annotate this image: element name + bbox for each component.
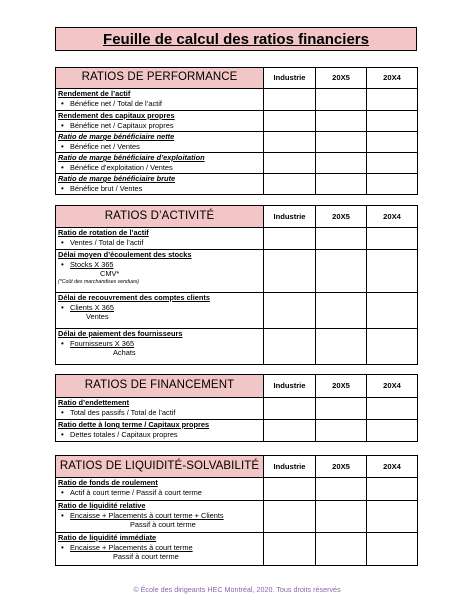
industry-cell[interactable] xyxy=(264,420,316,442)
footnote: (*Coût des marchandises vendues) xyxy=(58,278,140,285)
col-20x5: 20X5 xyxy=(316,68,367,89)
liquidity-heading: RATIOS DE LIQUIDITÉ-SOLVABILITÉ xyxy=(56,456,264,478)
20x5-cell[interactable] xyxy=(316,250,367,293)
ratio-name: Ratio de rotation de l’actif xyxy=(58,228,149,237)
col-20x4: 20X4 xyxy=(367,456,418,478)
20x5-cell[interactable] xyxy=(316,420,367,442)
page-title xyxy=(55,27,417,51)
20x5-cell[interactable] xyxy=(316,174,367,195)
industry-cell[interactable] xyxy=(264,250,316,293)
ratio-formula: • Bénéfice brut / Ventes xyxy=(58,184,261,194)
industry-cell[interactable] xyxy=(264,174,316,195)
col-20x5: 20X5 xyxy=(316,206,367,228)
col-industry: Industrie xyxy=(264,68,316,89)
col-20x4: 20X4 xyxy=(367,375,418,398)
ratio-name: Délai de paiement des fournisseurs xyxy=(58,329,183,338)
table-row xyxy=(56,174,418,195)
table-row xyxy=(56,420,418,442)
ratio-name: Ratio de marge bénéficiaire nette xyxy=(58,132,175,141)
ratio-denominator: Achats xyxy=(113,348,136,358)
ratio-name: Ratio d’endettement xyxy=(58,398,130,407)
industry-cell[interactable] xyxy=(264,293,316,329)
20x5-cell[interactable] xyxy=(316,153,367,174)
20x4-cell[interactable] xyxy=(367,398,418,420)
20x4-cell[interactable] xyxy=(367,478,418,501)
activity-table xyxy=(55,205,418,365)
ratio-numerator: Stocks X 365 xyxy=(70,259,114,269)
ratio-formula: • Total des passifs / Total de l’actif xyxy=(58,408,261,418)
col-20x5: 20X5 xyxy=(316,456,367,478)
20x4-cell[interactable] xyxy=(367,132,418,153)
page-title-text: Feuille de calcul des ratios financiers xyxy=(103,30,369,48)
industry-cell[interactable] xyxy=(264,132,316,153)
copyright-footer: © École des dirigeants HEC Montréal, 2020. Tous droits réservés xyxy=(133,585,341,594)
table-row xyxy=(56,533,418,566)
col-20x4: 20X4 xyxy=(367,68,418,89)
table-row xyxy=(56,398,418,420)
20x5-cell[interactable] xyxy=(316,533,367,566)
ratio-name: Ratio de marge bénéficiaire d’exploitation xyxy=(58,153,205,162)
ratio-formula: • Bénéfice d’exploitation / Ventes xyxy=(58,163,261,173)
ratio-numerator: Fournisseurs X 365 xyxy=(70,338,135,348)
col-industry: Industrie xyxy=(264,456,316,478)
financing-heading: RATIOS DE FINANCEMENT xyxy=(56,375,264,398)
20x4-cell[interactable] xyxy=(367,293,418,329)
ratio-formula: • Bénéfice net / Capitaux propres xyxy=(58,121,261,131)
20x5-cell[interactable] xyxy=(316,228,367,250)
table-row xyxy=(56,132,418,153)
col-20x5: 20X5 xyxy=(316,375,367,398)
liquidity-table xyxy=(55,455,418,566)
20x4-cell[interactable] xyxy=(367,533,418,566)
activity-heading: RATIOS D’ACTIVITÉ xyxy=(56,206,264,228)
performance-table xyxy=(55,67,418,195)
ratio-name: Rendement de l’actif xyxy=(58,89,131,98)
industry-cell[interactable] xyxy=(264,501,316,533)
20x5-cell[interactable] xyxy=(316,329,367,365)
col-industry: Industrie xyxy=(264,206,316,228)
20x4-cell[interactable] xyxy=(367,228,418,250)
table-row xyxy=(56,293,418,329)
20x4-cell[interactable] xyxy=(367,89,418,111)
table-row xyxy=(56,478,418,501)
ratio-name: Délai de recouvrement des comptes clients xyxy=(58,293,210,302)
ratio-name: Ratio de marge bénéficiaire brute xyxy=(58,174,176,183)
20x4-cell[interactable] xyxy=(367,501,418,533)
table-row xyxy=(56,153,418,174)
20x4-cell[interactable] xyxy=(367,250,418,293)
ratio-formula: • Bénéfice net / Total de l’actif xyxy=(58,99,261,109)
ratio-name: Rendement des capitaux propres xyxy=(58,111,175,120)
ratio-formula: • Ventes / Total de l’actif xyxy=(58,238,261,248)
industry-cell[interactable] xyxy=(264,398,316,420)
industry-cell[interactable] xyxy=(264,89,316,111)
ratio-denominator: Passif à court terme xyxy=(113,552,179,562)
20x4-cell[interactable] xyxy=(367,329,418,365)
industry-cell[interactable] xyxy=(264,478,316,501)
20x5-cell[interactable] xyxy=(316,398,367,420)
ratio-name: Délai moyen d’écoulement des stocks xyxy=(58,250,192,259)
ratio-formula: • Actif à court terme / Passif à court terme xyxy=(58,488,261,498)
20x4-cell[interactable] xyxy=(367,420,418,442)
ratio-name: Ratio de liquidité immédiate xyxy=(58,533,157,542)
table-row xyxy=(56,89,418,111)
col-20x4: 20X4 xyxy=(367,206,418,228)
20x5-cell[interactable] xyxy=(316,293,367,329)
ratio-formula: • Bénéfice net / Ventes xyxy=(58,142,261,152)
20x4-cell[interactable] xyxy=(367,111,418,132)
industry-cell[interactable] xyxy=(264,228,316,250)
financing-table xyxy=(55,374,418,442)
20x4-cell[interactable] xyxy=(367,153,418,174)
20x5-cell[interactable] xyxy=(316,478,367,501)
industry-cell[interactable] xyxy=(264,153,316,174)
table-row xyxy=(56,228,418,250)
ratio-numerator: Encaisse + Placements à court terme + Clients xyxy=(70,510,224,520)
ratio-denominator: CMV* xyxy=(100,269,120,279)
ratio-denominator: Ventes xyxy=(86,312,109,322)
ratio-name: Ratio dette à long terme / Capitaux propres xyxy=(58,420,210,429)
performance-heading: RATIOS DE PERFORMANCE xyxy=(56,68,264,89)
ratio-name: Ratio de fonds de roulement xyxy=(58,478,158,487)
ratio-denominator: Passif à court terme xyxy=(130,520,196,530)
20x5-cell[interactable] xyxy=(316,111,367,132)
20x5-cell[interactable] xyxy=(316,501,367,533)
ratio-numerator: Clients X 365 xyxy=(70,302,114,312)
industry-cell[interactable] xyxy=(264,533,316,566)
table-row xyxy=(56,501,418,533)
ratio-name: Ratio de liquidité relative xyxy=(58,501,146,510)
ratio-numerator: Encaisse + Placements à court terme xyxy=(70,542,193,552)
table-row xyxy=(56,250,418,293)
table-row xyxy=(56,329,418,365)
col-industry: Industrie xyxy=(264,375,316,398)
20x4-cell[interactable] xyxy=(367,174,418,195)
industry-cell[interactable] xyxy=(264,111,316,132)
table-row xyxy=(56,111,418,132)
20x5-cell[interactable] xyxy=(316,89,367,111)
ratio-formula: • Dettes totales / Capitaux propres xyxy=(58,430,261,440)
20x5-cell[interactable] xyxy=(316,132,367,153)
industry-cell[interactable] xyxy=(264,329,316,365)
